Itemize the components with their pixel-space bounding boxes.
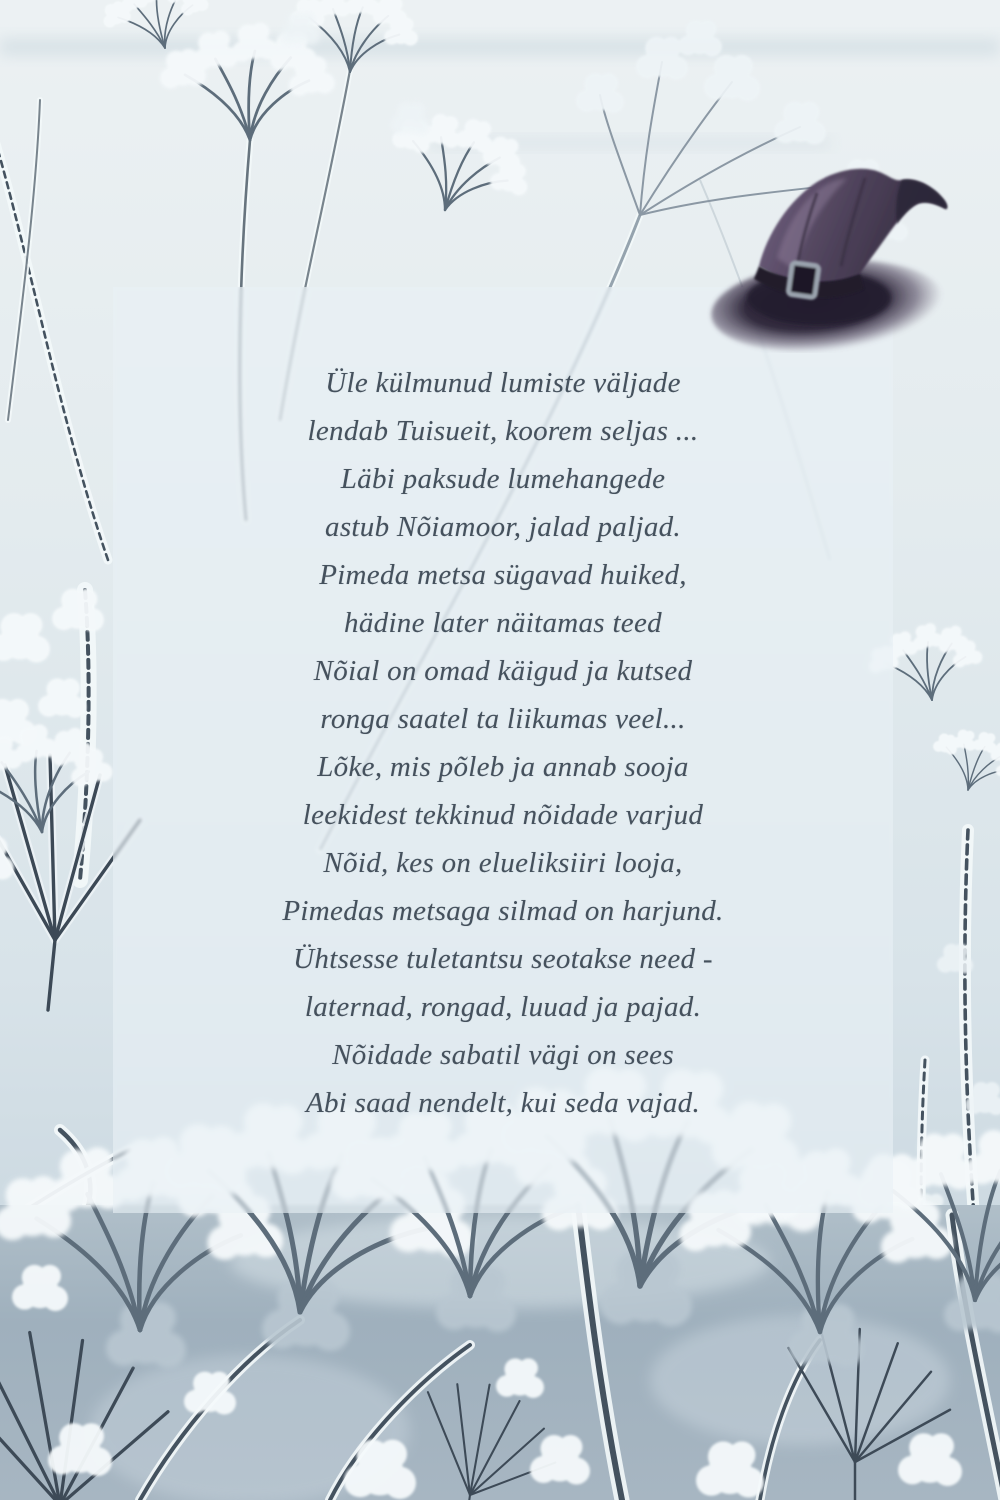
poem-line: Üle külmunud lumiste väljade [325, 367, 681, 399]
poem-line: Pimedas metsaga silmad on harjund. [282, 895, 724, 927]
poem-line: ronga saatel ta liikumas veel... [320, 703, 686, 735]
poem-line: lendab Tuisueit, koorem seljas ... [307, 415, 699, 447]
poem-line: Lõke, mis põleb ja annab sooja [317, 751, 689, 783]
poem-line: Läbi paksude lumehangede [340, 463, 666, 495]
poem-line: laternad, rongad, luuad ja pajad. [304, 991, 702, 1023]
poem-line: leekidest tekkinud nõidade varjud [302, 799, 704, 831]
poem-line: Pimeda metsa sügavad huiked, [319, 559, 687, 591]
witch-hat-drawing [708, 169, 948, 353]
poem-line: Abi saad nendelt, kui seda vajad. [305, 1087, 701, 1119]
poem-line: Nõidade sabatil vägi on sees [332, 1039, 674, 1071]
poem-line: Ühtsesse tuletantsu seotakse need - [293, 943, 713, 975]
poem-line: Nõial on omad käigud ja kutsed [313, 655, 693, 687]
witch-hat-icon [697, 148, 957, 353]
poem-line: astub Nõiamoor, jalad paljad. [325, 511, 681, 543]
hat-buckle [788, 262, 819, 297]
poem-line: Nõid, kes on elueliksiiri looja, [323, 847, 683, 879]
poem-line: hädine later näitamas teed [344, 607, 662, 639]
horizon-band [0, 38, 1000, 56]
hat-tip-shadow [896, 180, 947, 224]
poem-text [113, 287, 893, 1127]
